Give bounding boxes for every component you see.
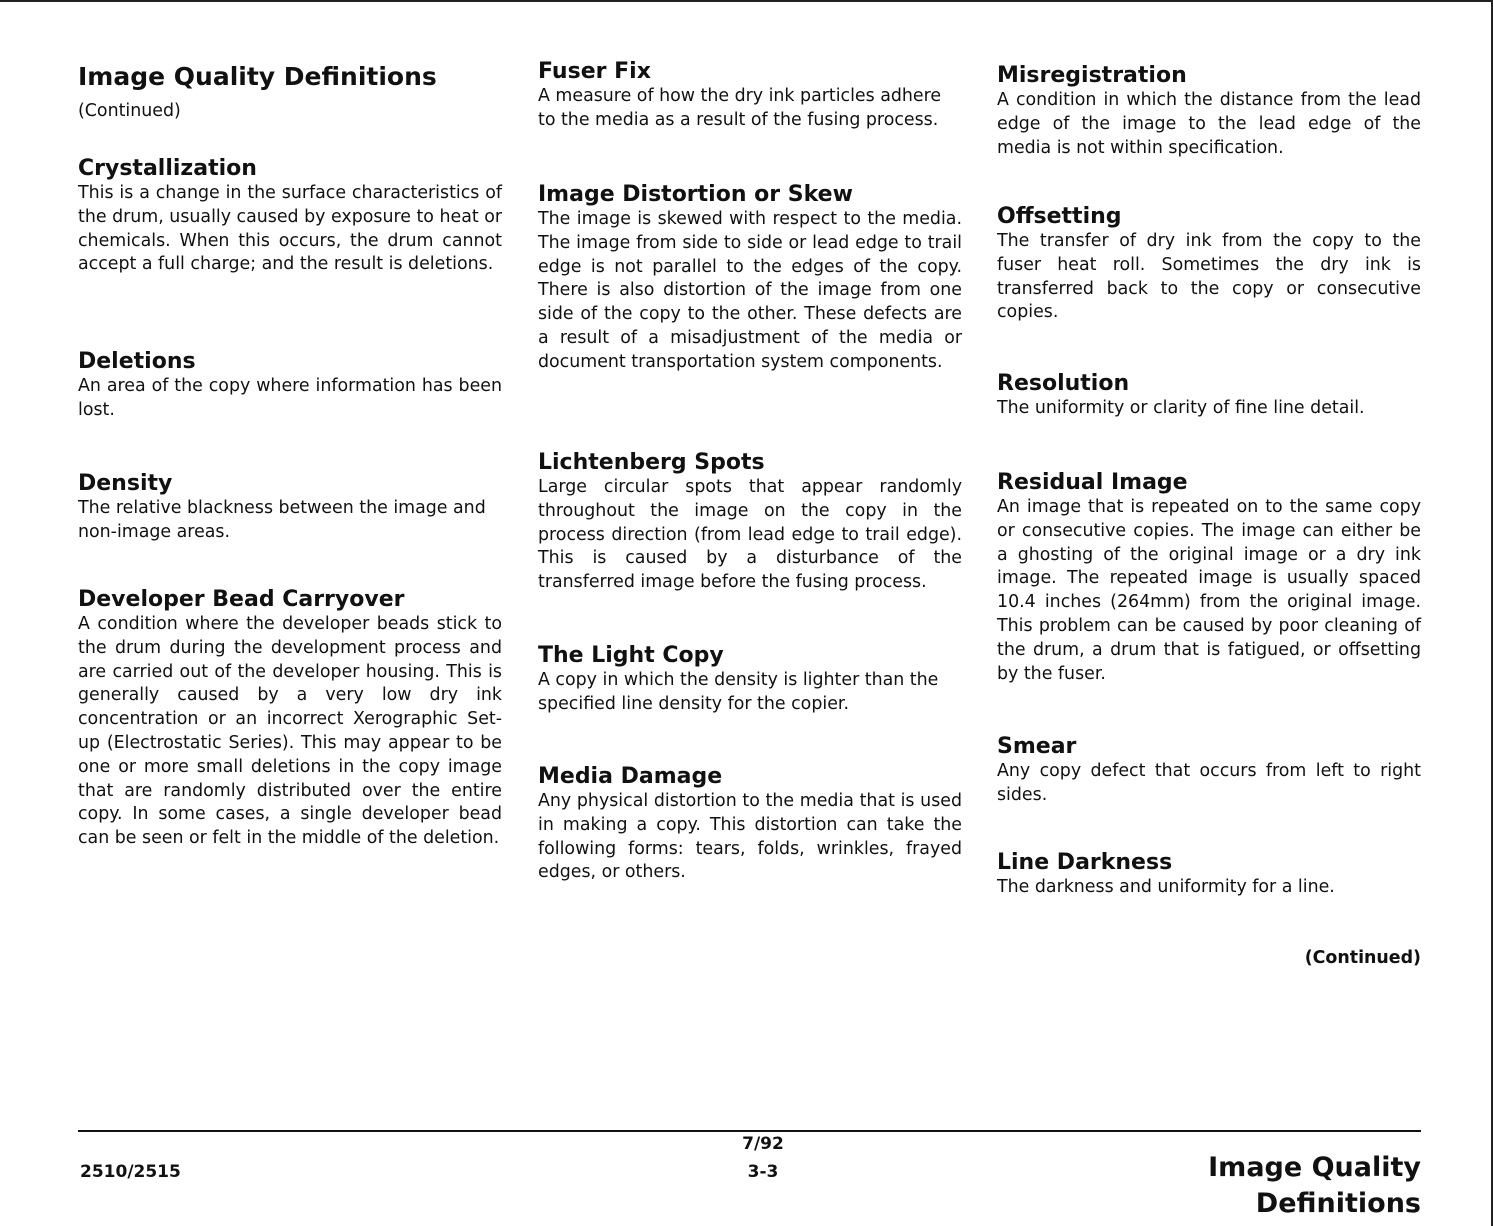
definition-entry-offsetting (997, 204, 1421, 325)
term-heading: Media Damage (538, 764, 723, 789)
term-definition: The relative blackness between the image and non-image areas. (78, 498, 486, 542)
definition-entry-fuser-fix (538, 59, 962, 133)
definition-entry-misregistration (997, 63, 1421, 160)
term-heading: Misregistration (997, 63, 1187, 88)
definition-entry-lichtenberg-spots (538, 450, 962, 595)
definition-entry-the-light-copy (538, 643, 962, 717)
term-heading: Crystallization (78, 156, 257, 181)
term-definition: The uniformity or clarity of fine line detail. (997, 398, 1365, 418)
term-definition: An image that is repeated on to the same copy or consecutive copies. The image can either be a ghosting of the original image or a dry ink image. The repeated image is usually spaced 10.4 inches (264mm) from the original image. This problem can be caused by poor cleaning of the drum, a drum that is fatigued, or offsetting by the fuser. (997, 497, 1421, 684)
continued-note: (Continued) (1304, 948, 1421, 968)
term-heading: Density (78, 471, 173, 496)
definition-entry-smear (997, 734, 1421, 808)
term-definition: An area of the copy where information has been lost. (78, 376, 502, 420)
term-heading: Developer Bead Carryover (78, 587, 405, 612)
term-heading: The Light Copy (538, 643, 724, 668)
term-definition: The image is skewed with respect to the media. The image from side to side or lead edge to trail edge is not parallel to the edges of the copy. There is also distortion of the image from one side of the copy to the other. These defects are a result of a misadjustment of the media or document transportation system components. (538, 209, 962, 372)
term-definition: This is a change in the surface characteristics of the drum, usually caused by exposure to heat or chemicals. When this occurs, the drum cannot accept a full charge; and the result is deletions. (78, 183, 502, 275)
definition-entry-media-damage (538, 764, 962, 885)
term-heading: Residual Image (997, 470, 1188, 495)
term-definition: A condition in which the distance from the lead edge of the image to the lead edge of the media is not within specification. (997, 90, 1421, 158)
footer-page-number: 3-3 (747, 1162, 779, 1182)
term-heading: Image Distortion or Skew (538, 182, 853, 207)
term-definition: A measure of how the dry ink particles adhere to the media as a result of the fusing process. (538, 86, 942, 130)
definition-entry-resolution (997, 371, 1421, 421)
definition-entry-line-darkness (997, 850, 1421, 900)
page-border-top (0, 0, 1493, 2)
term-definition: A copy in which the density is lighter than the specified line density for the copier. (538, 670, 939, 714)
term-heading: Resolution (997, 371, 1130, 396)
term-heading: Lichtenberg Spots (538, 450, 765, 475)
term-definition: The darkness and uniformity for a line. (997, 877, 1335, 897)
term-definition: Any copy defect that occurs from left to right sides. (997, 761, 1421, 805)
term-definition: Any physical distortion to the media that is used in making a copy. This distortion can take the following forms: tears, folds, wrinkles, frayed edges, or others. (538, 791, 962, 883)
term-heading: Line Darkness (997, 850, 1173, 875)
footer-section-title: Image Quality Definitions (1208, 1152, 1421, 1219)
term-heading: Fuser Fix (538, 59, 651, 84)
term-definition: Large circular spots that appear randomly throughout the image on the copy in the process direction (from lead edge to trail edge). This is caused by a disturbance of the transferred image before the fusing process. (538, 477, 962, 593)
definition-entry-image-distortion-or-skew (538, 182, 962, 375)
footer-date: 7/92 (742, 1134, 784, 1154)
page-subtitle: (Continued) (78, 101, 181, 121)
term-heading: Offsetting (997, 204, 1122, 229)
page-title: Image Quality Definitions (78, 62, 437, 91)
definition-entry-crystallization (78, 156, 502, 277)
term-definition: A condition where the developer beads stick to the drum during the development process and are carried out of the developer housing. This is generally caused by a very low dry ink concentration or an incorrect Xerographic Set-up (Electrostatic Series). This may appear to be one or more small deletions in the copy image that are randomly distributed over the entire copy. In some cases, a single developer bead can be seen or felt in the middle of the deletion. (78, 614, 502, 849)
definition-entry-developer-bead-carryover (78, 587, 502, 851)
term-definition: The transfer of dry ink from the copy to the fuser heat roll. Sometimes the dry ink is transferred back to the copy or consecutive copies. (997, 231, 1421, 323)
footer-model-number: 2510/2515 (80, 1162, 181, 1182)
term-heading: Deletions (78, 349, 196, 374)
term-heading: Smear (997, 734, 1077, 759)
definition-entry-residual-image (997, 470, 1421, 686)
definition-entry-density (78, 471, 502, 545)
definition-entry-deletions (78, 349, 502, 423)
